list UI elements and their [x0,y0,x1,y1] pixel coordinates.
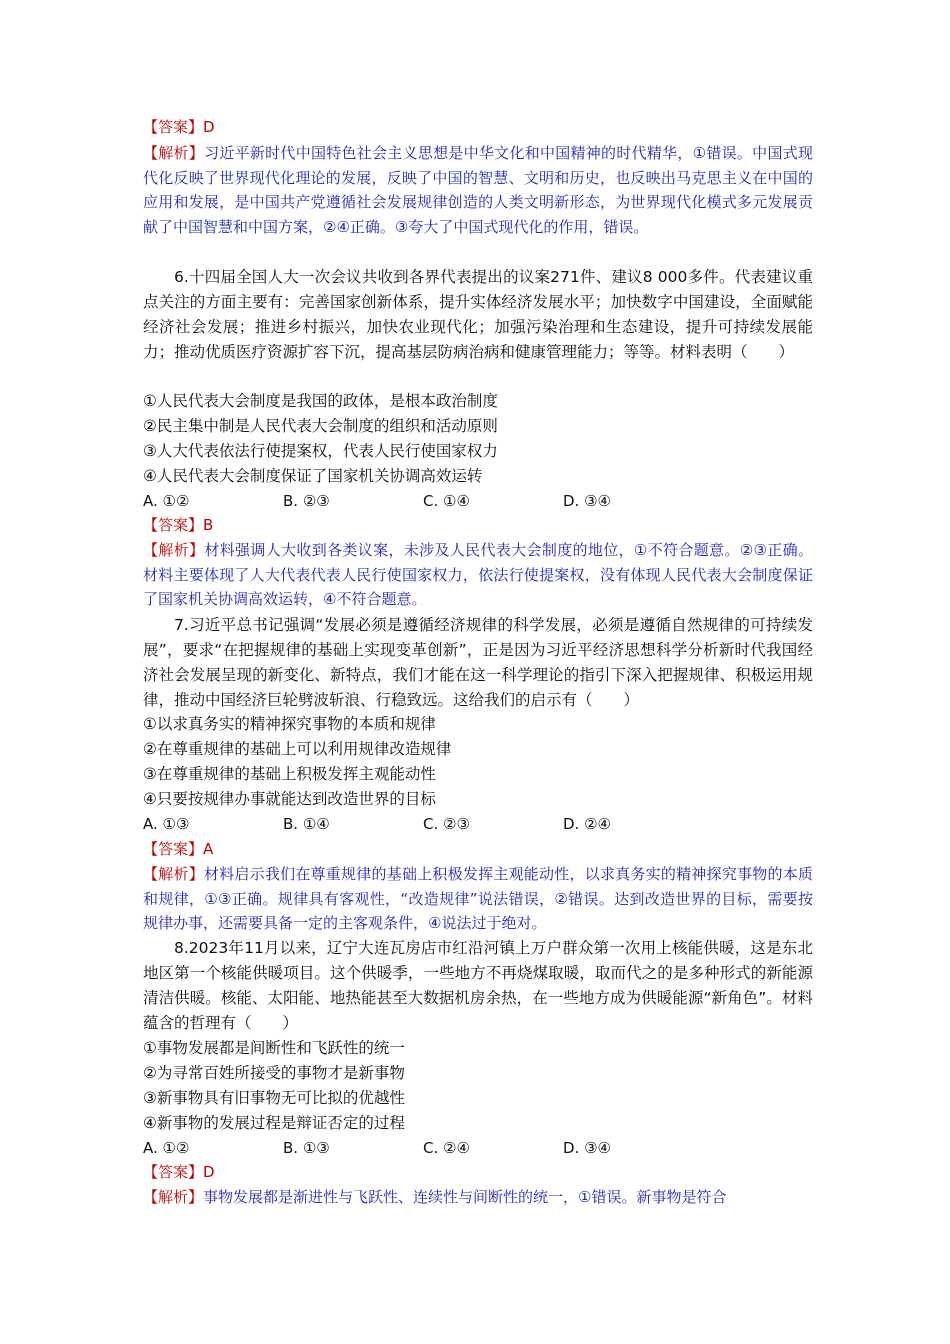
q7-stem-text: 7.习近平总书记强调“发展必须是遵循经济规律的科学发展，必须是遵循自然规律的可持续发展”，要求“在把握规律的基础上实现变革创新”，正是因为习近平经济思想科学分析新时代我国经济社会发展呈现的新变化、新特点，我们才能在这一科学理论的指引下深入把握规律、积极运用规律，推动中国经济巨轮劈波斩浪、行稳致远。这给我们的启示有（ ） [143,616,813,709]
q6-answer: 【答案】B [143,516,214,534]
q6-explanation [143,538,813,612]
q7-answer: 【答案】A [143,840,214,858]
q8-explanation-label: 【解析】 [143,1188,204,1206]
q8-choice-d: D. ③④ [563,1139,611,1157]
q6-option-1: ①人民代表大会制度是我国的政体，是根本政治制度 [143,392,498,410]
q7-choice-a: A. ①③ [143,815,190,833]
q8-option-1: ①事物发展都是间断性和飞跃性的统一 [143,1039,405,1057]
q7-choices [143,812,813,837]
q7-option-1: ①以求真务实的精神探究事物的本质和规律 [143,715,436,733]
q6-stem-text: 6.十四届全国人大一次会议共收到各界代表提出的议案271件、建议8 000多件。代表建议重点关注的方面主要有：完善国家创新体系，提升实体经济发展水平；加快数字中国建设，全面赋能经济社会发展；推进乡村振兴，加快农业现代化；加强污染治理和生态建设，提升可持续发展能力；推动优质医疗资源扩容下沉，提高基层防病治病和健康管理能力；等等。材料表明（ ） [143,268,813,361]
q8-option-3: ③新事物具有旧事物无可比拟的优越性 [143,1089,405,1107]
q8-option-4: ④新事物的发展过程是辩证否定的过程 [143,1114,405,1132]
q6-stem [143,265,813,365]
q8-option-2: ②为寻常百姓所接受的事物才是新事物 [143,1064,405,1082]
q8-choice-a: A. ①② [143,1139,190,1157]
q7-choice-d: D. ②④ [563,815,611,833]
q8-answer: 【答案】D [143,1163,215,1181]
q7-option-4: ④只要按规律办事就能达到改造世界的目标 [143,790,436,808]
q8-explanation [143,1185,813,1210]
q6-choice-c: C. ①④ [423,492,470,510]
q7-choice-b: B. ①④ [283,815,330,833]
q5-answer: 【答案】D [143,118,215,136]
q8-explanation-text: 事物发展都是渐进性与飞跃性、连续性与间断性的统一，①错误。新事物是符合 [203,1188,727,1206]
q6-option-4: ④人民代表大会制度保证了国家机关协调高效运转 [143,467,483,485]
q7-stem [143,613,813,713]
q6-choice-d: D. ③④ [563,492,611,510]
q7-option-3: ③在尊重规律的基础上积极发挥主观能动性 [143,765,436,783]
q8-choice-c: C. ②④ [423,1139,470,1157]
q6-choice-b: B. ②③ [283,492,330,510]
q7-choice-c: C. ②③ [423,815,470,833]
q5-explanation-label: 【解析】 [143,144,205,162]
q5-explanation [143,141,813,239]
q6-explanation-label: 【解析】 [143,541,205,559]
q6-choices [143,489,813,514]
q7-explanation-label: 【解析】 [143,865,204,883]
q7-explanation-text: 材料启示我们在尊重规律的基础上积极发挥主观能动性，以求真务实的精神探究事物的本质和规律，①③正确。规律具有客观性，“改造规律”说法错误，②错误。达到改造世界的目标，需要按规律办事，还需要具备一定的主客观条件，④说法过于绝对。 [143,865,813,932]
q7-option-2: ②在尊重规律的基础上可以利用规律改造规律 [143,740,452,758]
q6-option-3: ③人大代表依法行使提案权，代表人民行使国家权力 [143,442,498,460]
q8-stem-text: 8.2023年11月以来，辽宁大连瓦房店市红沿河镇上万户群众第一次用上核能供暖，这是东北地区第一个核能供暖项目。这个供暖季，一些地方不再烧煤取暖，取而代之的是多种形式的新能源清洁供暖。核能、太阳能、地热能甚至大数据机房余热，在一些地方成为供暖能源“新角色”。材料蕴含的哲理有（ ） [143,939,813,1032]
q6-explanation-text: 材料强调人大收到各类议案，未涉及人民代表大会制度的地位，①不符合题意。②③正确。材料主要体现了人大代表代表人民行使国家权力，依法行使提案权，没有体现人民代表大会制度保证了国家机关协调高效运转，④不符合题意。 [143,541,813,608]
q8-choices [143,1136,813,1161]
q7-explanation [143,862,813,936]
q8-choice-b: B. ①③ [283,1139,330,1157]
q5-explanation-text: 习近平新时代中国特色社会主义思想是中华文化和中国精神的时代精华，①错误。中国式现代化反映了世界现代化理论的发展，反映了中国的智慧、文明和历史，也反映出马克思主义在中国的应用和发展，是中国共产党遵循社会发展规律创造的人类文明新形态，为世界现代化模式多元发展贡献了中国智慧和中国方案，②④正确。③夸大了中国式现代化的作用，错误。 [143,144,813,236]
q6-option-2: ②民主集中制是人民代表大会制度的组织和活动原则 [143,417,498,435]
q8-stem [143,936,813,1036]
q6-choice-a: A. ①② [143,492,190,510]
